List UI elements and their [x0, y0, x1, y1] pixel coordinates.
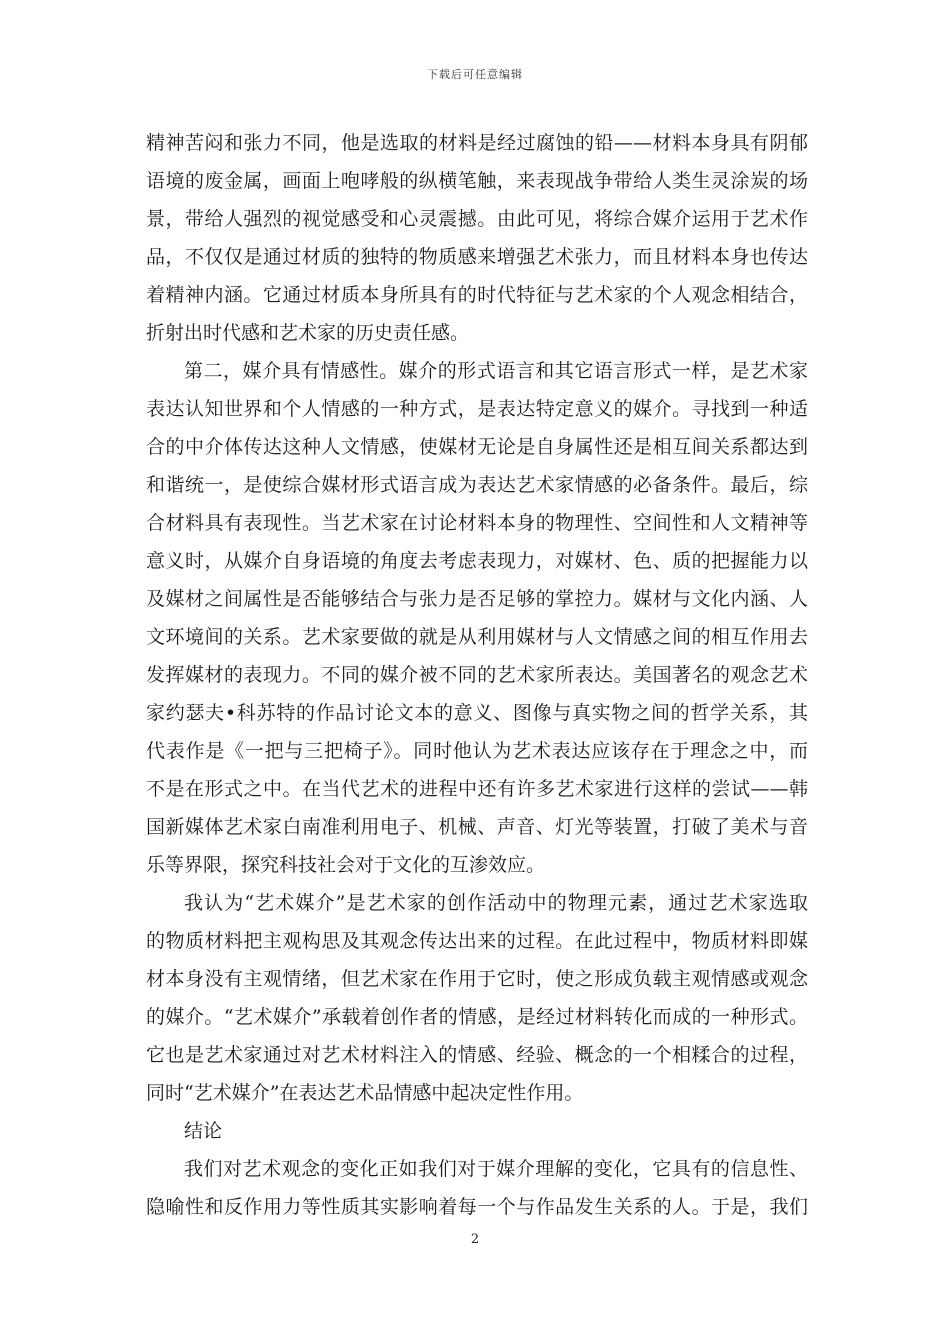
document-body [146, 124, 808, 1226]
text-line: 合材料具有表现性。当艺术家在讨论材料本身的物理性、空间性和人文精神等 [146, 512, 808, 534]
page-number: 2 [470, 1232, 480, 1247]
text-line: 景，带给人强烈的视觉感受和心灵震撼。由此可见，将综合媒介运用于艺术作 [146, 208, 808, 230]
text-line: 发挥媒材的表现力。不同的媒介被不同的艺术家所表达。美国著名的观念艺术 [146, 664, 808, 686]
text-line: 第二，媒介具有情感性。媒介的形式语言和其它语言形式一样，是艺术家 [184, 360, 808, 382]
text-line: 我认为“艺术媒介”是艺术家的创作活动中的物理元素，通过艺术家选取 [184, 892, 808, 914]
text-line: 语境的废金属，画面上咆哮般的纵横笔触，来表现战争带给人类生灵涂炭的场 [146, 170, 808, 192]
text-line: 同时“艺术媒介”在表达艺术品情感中起决定性作用。 [146, 1082, 584, 1104]
text-line: 国新媒体艺术家白南准利用电子、机械、声音、灯光等装置，打破了美术与音 [146, 816, 808, 838]
text-line: 文环境间的关系。艺术家要做的就是从利用媒材与人文情感之间的相互作用去 [146, 626, 808, 648]
text-line: 代表作是《一把与三把椅子》。同时他认为艺术表达应该存在于理念之中，而 [146, 740, 808, 762]
page-header: 下载后可任意编辑 [427, 68, 523, 81]
text-line: 的物质材料把主观构思及其观念传达出来的过程。在此过程中，物质材料即媒 [146, 930, 808, 952]
text-line: 的媒介。“艺术媒介”承载着创作者的情感，是经过材料转化而成的一种形式。 [146, 1006, 808, 1028]
text-line: 折射出时代感和艺术家的历史责任感。 [146, 322, 470, 344]
text-line: 材本身没有主观情绪，但艺术家在作用于它时，使之形成负载主观情感或观念 [146, 968, 808, 990]
text-line: 品，不仅仅是通过材质的独特的物质感来增强艺术张力，而且材料本身也传达 [146, 246, 808, 268]
text-line: 我们对艺术观念的变化正如我们对于媒介理解的变化，它具有的信息性、 [184, 1158, 808, 1180]
section-heading: 结论 [184, 1120, 223, 1142]
text-line: 意义时，从媒介自身语境的角度去考虑表现力，对媒材、色、质的把握能力以 [146, 550, 808, 572]
text-line: 家约瑟夫•科苏特的作品讨论文本的意义、图像与真实物之间的哲学关系，其 [146, 702, 808, 724]
text-line: 它也是艺术家通过对艺术材料注入的情感、经验、概念的一个相糅合的过程， [146, 1044, 808, 1066]
text-line: 着精神内涵。它通过材质本身所具有的时代特征与艺术家的个人观念相结合， [146, 284, 808, 306]
text-line: 隐喻性和反作用力等性质其实影响着每一个与作品发生关系的人。于是，我们 [146, 1196, 808, 1218]
text-line: 表达认知世界和个人情感的一种方式，是表达特定意义的媒介。寻找到一种适 [146, 398, 808, 420]
text-line: 和谐统一，是使综合媒材形式语言成为表达艺术家情感的必备条件。最后，综 [146, 474, 808, 496]
text-line: 不是在形式之中。在当代艺术的进程中还有许多艺术家进行这样的尝试——韩 [146, 778, 808, 800]
text-line: 精神苦闷和张力不同，他是选取的材料是经过腐蚀的铅——材料本身具有阴郁 [146, 132, 808, 154]
text-line: 合的中介体传达这种人文情感，使媒材无论是自身属性还是相互间关系都达到 [146, 436, 808, 458]
text-line: 乐等界限，探究科技社会对于文化的互渗效应。 [146, 854, 546, 876]
text-line: 及媒材之间属性是否能够结合与张力是否足够的掌控力。媒材与文化内涵、人 [146, 588, 808, 610]
